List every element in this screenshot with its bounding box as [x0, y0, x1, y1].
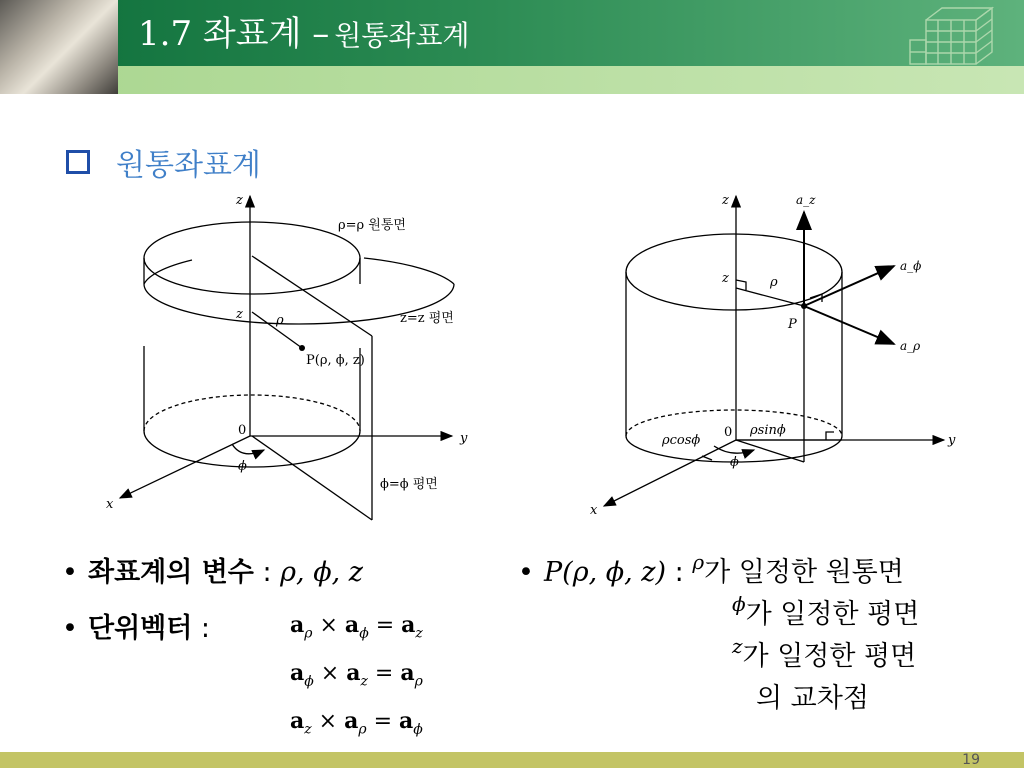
section-heading [66, 140, 261, 184]
label-z-axis: z [236, 193, 243, 208]
building-blocks-icon [906, 6, 1002, 66]
bullet-colon: : [666, 557, 693, 588]
label-rho: ρ [770, 275, 778, 290]
label-y-axis: y [460, 431, 468, 446]
list-item [732, 634, 916, 673]
point-math: P(ρ, ϕ, z) [544, 557, 667, 588]
var-phi: ϕ [732, 592, 746, 616]
label-rho-surface: ρ=ρ 원통면 [338, 218, 406, 233]
label-arho: a_ρ [900, 339, 921, 353]
page-number: 19 [962, 752, 980, 768]
label-aphi: a_ϕ [900, 259, 922, 273]
list-item: • P(ρ, ϕ, z) : $^\rho$가 일정한 원통면 [518, 550, 904, 588]
checkbox-bullet-icon [66, 150, 90, 174]
equation-1: $a_\rho \times a_\phi = a_z$ [290, 612, 423, 642]
cylinder-unit-vector-diagram-right [582, 188, 982, 528]
label-z-plane: z=z 평면 [400, 311, 454, 326]
label-az: a_z [796, 193, 816, 207]
label-origin: 0 [238, 423, 247, 438]
footer-bar [0, 752, 1024, 768]
equation-2: $a_\phi \times a_z = a_\rho$ [290, 660, 423, 690]
list-item [756, 676, 869, 715]
title-strip [0, 66, 1024, 94]
slide-title-main: 1.7 좌표계 – [138, 14, 330, 54]
bullet-math: ρ, ϕ, z [280, 557, 364, 588]
line3-text: 가 일정한 평면 [742, 641, 917, 672]
list-item [732, 592, 919, 631]
label-rhocos: ρcosϕ [662, 433, 701, 448]
label-phi-plane: ϕ=ϕ 평면 [380, 477, 438, 492]
label-x-axis: x [106, 497, 114, 512]
line1-text: 가 일정한 원통면 [704, 557, 904, 588]
var-rho: ρ [692, 550, 705, 574]
equation-3: $a_z \times a_\rho = a_\phi$ [290, 708, 423, 738]
label-x-axis: x [590, 503, 598, 518]
cylinder-coordinate-diagram-left [92, 188, 492, 528]
slide-title [138, 6, 470, 55]
bullet-label: 단위벡터 [88, 613, 193, 644]
label-z-inner: z [722, 271, 729, 286]
label-y-axis: y [948, 433, 956, 448]
section-heading-text: 원통좌표계 [116, 148, 261, 183]
list-item: • 좌표계의 변수 : ρ, ϕ, z [62, 557, 364, 588]
line2-text: 가 일정한 평면 [745, 599, 920, 630]
label-z-inner: z [236, 307, 243, 322]
label-origin: 0 [724, 425, 733, 440]
bullet-label: 좌표계의 변수 [88, 557, 254, 588]
label-rhosin: ρsinϕ [750, 423, 786, 438]
label-phi: ϕ [238, 459, 247, 474]
label-P: P [788, 317, 797, 332]
label-phi: ϕ [730, 455, 739, 470]
label-point: P(ρ, ϕ, z) [306, 353, 365, 368]
line4-text: 의 교차점 [756, 683, 869, 714]
label-rho: ρ [276, 313, 284, 328]
label-z-axis: z [722, 193, 729, 208]
corner-photo [0, 0, 118, 94]
bullet-colon: : [253, 557, 281, 588]
slide-title-sub: 원통좌표계 [334, 19, 470, 52]
bullet-colon: : [192, 613, 211, 644]
var-z: z [732, 634, 743, 658]
list-item: • 단위벡터 : [62, 613, 211, 644]
